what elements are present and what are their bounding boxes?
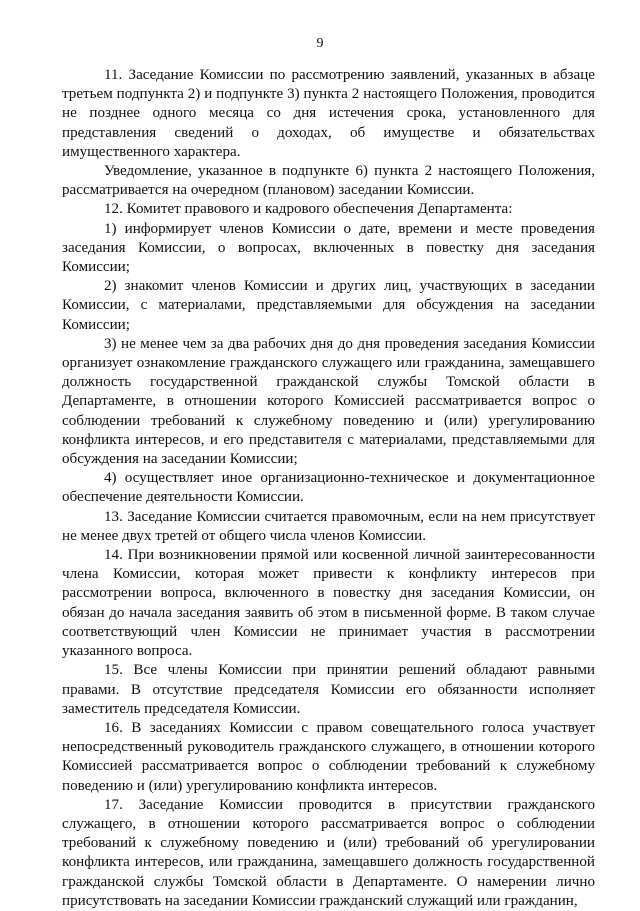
paragraph-notification: Уведомление, указанное в подпункте 6) пункта 2 настоящего Положения, рассматривается на очередном (плановом) заседании Комиссии. (62, 163, 595, 199)
paragraph-13: 13. Заседание Комиссии считается правомочным, если на нем присутствует не менее двух третей от общего числа членов Комиссии. (62, 508, 595, 544)
paragraph-15: 15. Все члены Комиссии при принятии решений обладают равными правами. В отсутствие председателя Комиссии его обязанности исполняет заместитель председателя Комиссии. (62, 662, 595, 717)
paragraph-12-item-3: 3) не менее чем за два рабочих дня до дня проведения заседания Комиссии организует ознакомление гражданского служащего или гражданина, замещавшего должность государственной гражданской службы Томской области в Департаменте, в отношении которого Комиссией рассматривается вопрос о соблюдении требований к служебному поведению и (или) урегулированию конфликта интересов, и его представителя с материалами, представляемыми для обсуждения на заседании Комиссии; (62, 335, 595, 468)
paragraph-14: 14. При возникновении прямой или косвенной личной заинтересованности члена Комиссии, которая может привести к конфликту интересов при рассмотрении вопроса, включенного в повестку дня заседания Комиссии, он обязан до начала заседания заявить об этом в письменной форме. В таком случае соответствующий член Комиссии не принимает участия в рассмотрении указанного вопроса. (62, 547, 595, 660)
paragraph-17: 17. Заседание Комиссии проводится в присутствии гражданского служащего, в отношении которого рассматривается вопрос о соблюдении требований к служебному поведению и (или) требований об урегулировании конфликта интересов, или гражданина, замещавшего должность государственной гражданской службы Томской области в Департаменте. О намерении лично присутствовать на заседании Комиссии гражданский служащий или гражданин, (62, 796, 595, 909)
paragraph-12-item-1: 1) информирует членов Комиссии о дате, времени и месте проведения заседания Комиссии, о вопросах, включенных в повестку дня заседания Комиссии; (62, 220, 595, 276)
paragraph-12: 12. Комитет правового и кадрового обеспечения Департамента: (104, 201, 513, 218)
paragraph-12-item-2: 2) знакомит членов Комиссии и других лиц, участвующих в заседании Комиссии, с материалами, представляемыми для обсуждения на заседании Комиссии; (62, 278, 595, 333)
page-number: 9 (316, 36, 324, 51)
paragraph-11: 11. Заседание Комиссии по рассмотрению заявлений, указанных в абзаце третьем подпункта 2) и подпункте 3) пункта 2 настоящего Положения, проводится не позднее одного месяца со дня истечения срока, установленного для представления сведений о доходах, об имуществе и обязательствах имущественного характера. (62, 67, 595, 160)
paragraph-12-item-4: 4) осуществляет иное организационно-техническое и документационное обеспечение деятельности Комиссии. (62, 470, 595, 506)
document-body (62, 66, 595, 911)
paragraph-16: 16. В заседаниях Комиссии с правом совещательного голоса участвует непосредственный руководитель гражданского служащего, в отношении которого Комиссией рассматривается вопрос о соблюдении требований к служебному поведению и (или) урегулированию конфликта интересов. (62, 719, 595, 794)
